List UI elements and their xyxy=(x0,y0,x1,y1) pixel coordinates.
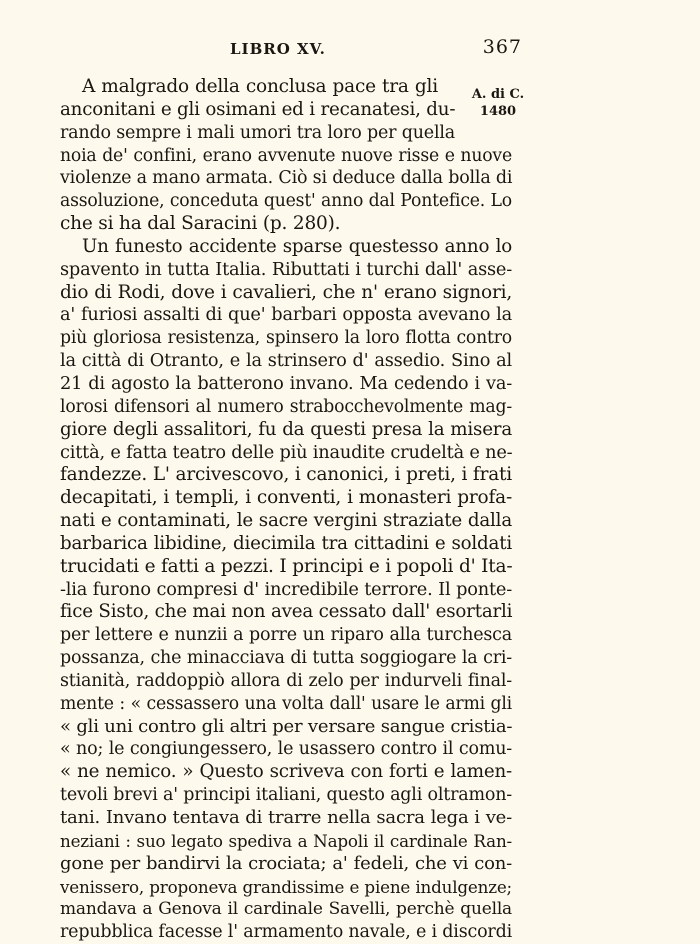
text-line: decapitati, i templi, i conventi, i monasteri profa- xyxy=(60,487,512,509)
chapter-title: LIBRO XV. xyxy=(230,40,326,58)
text-line: giore degli assalitori, fu da questi presa la misera xyxy=(60,418,512,440)
text-line: la città di Otranto, e la strinsero d' assedio. Sino al xyxy=(60,351,512,372)
text-line: possanza, che minacciava di tutta soggiogare la cri- xyxy=(60,648,512,669)
text-line: rando sempre i mali umori tra loro per quella xyxy=(60,122,455,143)
text-line: venissero, proponeva grandissime e piene indulgenze; xyxy=(60,876,512,897)
text-line: tani. Invano tentava di trarre nella sacra lega i ve- xyxy=(60,807,512,828)
text-line: trucidati e fatti a pezzi. I principi e i popoli d' Ita- xyxy=(60,555,513,577)
text-line: fice Sisto, che mai non avea cessato dall' esortarli xyxy=(60,601,513,623)
text-line: repubblica facesse l' armamento navale, e i discordi xyxy=(60,922,512,943)
text-line: a' furiosi assalti di que' barbari opposta avevano la xyxy=(60,305,512,326)
text-line: più gloriosa resistenza, spinsero la loro flotta contro xyxy=(60,328,512,349)
margin-note-year: 1480 xyxy=(479,104,517,119)
text-line: stianità, raddoppiò allora di zelo per indurveli final- xyxy=(60,670,512,691)
text-line: violenze a mano armata. Ciò si deduce dalla bolla di xyxy=(60,168,513,189)
text-line: dio di Rodi, dove i cavalieri, che n' erano signori, xyxy=(60,281,512,303)
text-line: -lia furono compresi d' incredibile terrore. Il ponte- xyxy=(60,579,512,600)
text-line: mente : « cessassero una volta dall' usare le armi gli xyxy=(60,693,512,714)
text-line: tevoli brevi a' principi italiani, questo agli oltramon- xyxy=(60,785,512,806)
text-line: A malgrado della conclusa pace tra gli xyxy=(82,76,438,97)
text-line: gone per bandirvi la crociata; a' fedeli, che vi con- xyxy=(60,852,512,874)
text-line: « no; le congiungessero, le usassero contro il comu- xyxy=(60,739,512,760)
text-line: nati e contaminati, le sacre vergini straziate dalla xyxy=(60,510,512,532)
text-line: città, e fatta teatro delle più inaudite crudeltà e ne- xyxy=(60,442,513,463)
text-line: « ne nemico. » Questo scriveva con forti e lamen- xyxy=(60,761,512,783)
text-line: neziani : suo legato spediva a Napoli il cardinale Ran- xyxy=(60,830,512,851)
text-line: Un funesto accidente sparse questesso anno lo xyxy=(82,235,512,257)
text-line: mandava a Genova il cardinale Savelli, perchè quella xyxy=(60,899,512,920)
text-line: noia de' confini, erano avvenute nuove risse e nuove xyxy=(60,145,512,166)
page-number: 367 xyxy=(482,36,522,58)
text-line: per lettere e nunzii a porre un riparo alla turchesca xyxy=(60,625,512,646)
text-line: lorosi difensori al numero strabocchevolmente mag- xyxy=(60,396,512,417)
text-line: spavento in tutta Italia. Ributtati i turchi dall' asse- xyxy=(60,259,512,280)
text-line: fandezze. L' arcivescovo, i canonici, i preti, i frati xyxy=(60,464,512,486)
text-line: « gli uni contro gli altri per versare sangue cristia- xyxy=(60,715,513,737)
text-line: 21 di agosto la batterono invano. Ma cedendo i va- xyxy=(60,373,512,394)
text-line: barbarica libidine, diecimila tra cittadini e soldati xyxy=(60,532,512,554)
body-text xyxy=(60,76,512,944)
text-line: anconitani e gli osimani ed i recanatesi, du- xyxy=(60,98,456,120)
text-line: assoluzione, conceduta quest' anno dal Pontefice. Lo xyxy=(60,191,512,212)
text-line: che si ha dal Saracini (p. 280). xyxy=(60,213,341,235)
margin-note-era: A. di C. xyxy=(471,87,525,102)
